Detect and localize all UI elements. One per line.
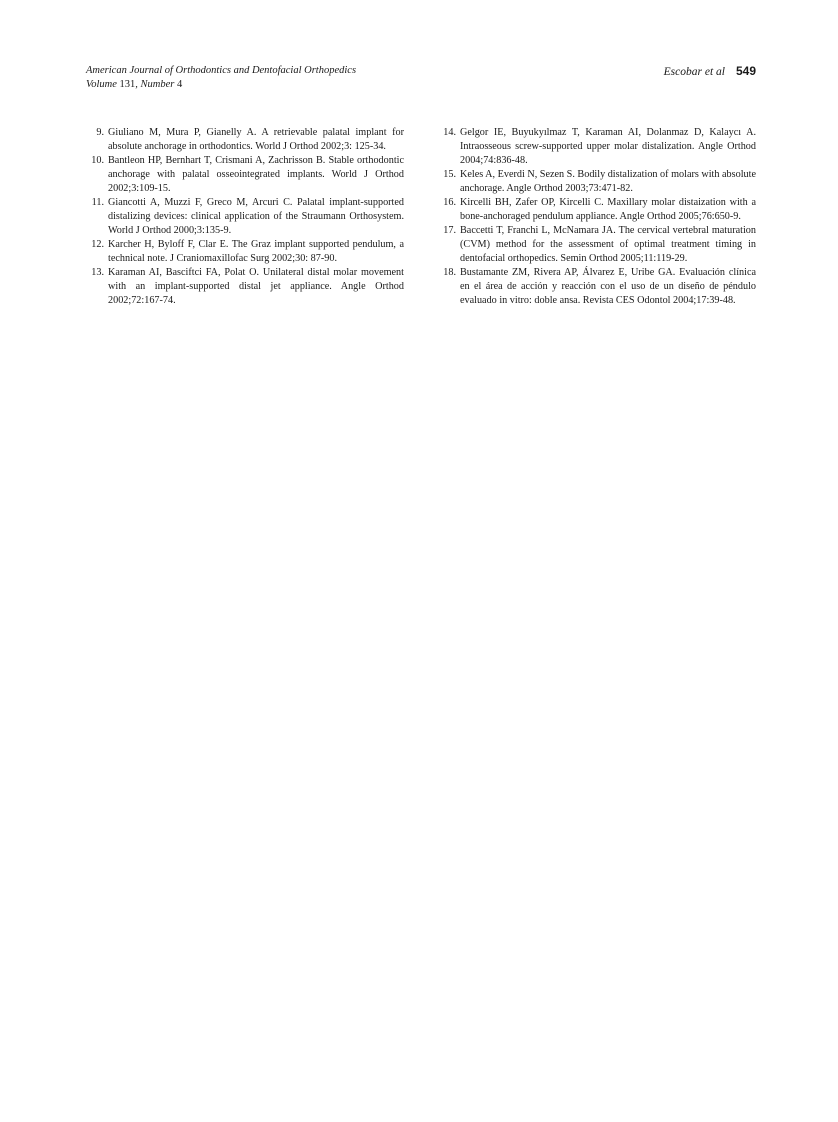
running-header [86, 64, 756, 94]
reference-item [86, 238, 404, 266]
reference-text: Baccetti T, Franchi L, McNamara JA. The cervical vertebral maturation (CVM) method for the assessment of optimal treatment timing in dentofacial orthopedics. Semin Orthod 2005;11:119-29. [460, 225, 756, 264]
number-label: Number [140, 79, 175, 90]
reference-text: Karcher H, Byloff F, Clar E. The Graz implant supported pendulum, a technical note. J Craniomaxillofac Surg 2002;30: 87-90. [108, 239, 404, 264]
reference-item [438, 126, 756, 168]
volume-label: Volume [86, 79, 117, 90]
reference-item [438, 168, 756, 196]
reference-number: 11. [91, 197, 104, 208]
reference-number: 15. [443, 169, 456, 180]
reference-text: Keles A, Everdi N, Sezen S. Bodily distalization of molars with absolute anchorage. Angle Orthod 2003;73:471-82. [460, 169, 756, 194]
reference-item [438, 266, 756, 308]
running-authors: Escobar et al [663, 66, 725, 78]
reference-text: Giuliano M, Mura P, Gianelly A. A retrievable palatal implant for absolute anchorage in orthodontics. World J Orthod 2002;3: 125-34. [108, 127, 404, 152]
journal-info [86, 64, 356, 92]
volume-number: 131 [119, 79, 136, 90]
reference-text: Karaman AI, Basciftci FA, Polat O. Unilateral distal molar movement with an implant-supported distal jet appliance. Angle Orthod 2002;72:167-74. [108, 267, 404, 306]
reference-number: 12. [91, 239, 104, 250]
reference-item [86, 154, 404, 196]
references-right-column [438, 126, 756, 308]
reference-text: Bustamante ZM, Rivera AP, Álvarez E, Uribe GA. Evaluación clínica en el área de acción y reacción con el uso de un diseño de péndulo evaluado in vitro: doble ansa. Revista CES Odontol 2004;17:39-48. [460, 267, 756, 306]
journal-title: American Journal of Orthodontics and Dentofacial Orthopedics [86, 65, 357, 76]
reference-number: 13. [91, 267, 104, 278]
reference-text: Kircelli BH, Zafer OP, Kircelli C. Maxillary molar distaization with a bone-anchoraged pendulum appliance. Angle Orthod 2005;76:650-9. [460, 197, 756, 222]
reference-number: 10. [91, 155, 104, 166]
reference-number: 16. [443, 197, 456, 208]
reference-number: 17. [443, 225, 456, 236]
reference-item [86, 266, 404, 308]
volume-line: Volume 131, Number 4 [86, 79, 183, 90]
running-title [664, 64, 756, 79]
reference-text: Gelgor IE, Buyukyılmaz T, Karaman AI, Dolanmaz D, Kalaycı A. Intraosseous screw-supported upper molar distalization. Angle Orthod 2004;74:836-48. [460, 127, 756, 166]
reference-item [438, 196, 756, 224]
reference-text: Giancotti A, Muzzi F, Greco M, Arcuri C. Palatal implant-supported distalizing devices: clinical application of the Straumann Orthosystem. World J Orthod 2000;3:135-9. [108, 197, 404, 236]
page-number: 549 [735, 64, 756, 78]
references-left-column [86, 126, 404, 308]
reference-number: 14. [443, 127, 456, 138]
reference-item [86, 126, 404, 154]
reference-item [86, 196, 404, 238]
reference-text: Bantleon HP, Bernhart T, Crismani A, Zachrisson B. Stable orthodontic anchorage with palatal osseointegrated implants. World J Orthod 2002;3:109-15. [108, 155, 404, 194]
reference-item [438, 224, 756, 266]
reference-number: 9. [96, 127, 104, 138]
reference-number: 18. [443, 267, 456, 278]
issue-number: 4 [177, 79, 183, 90]
